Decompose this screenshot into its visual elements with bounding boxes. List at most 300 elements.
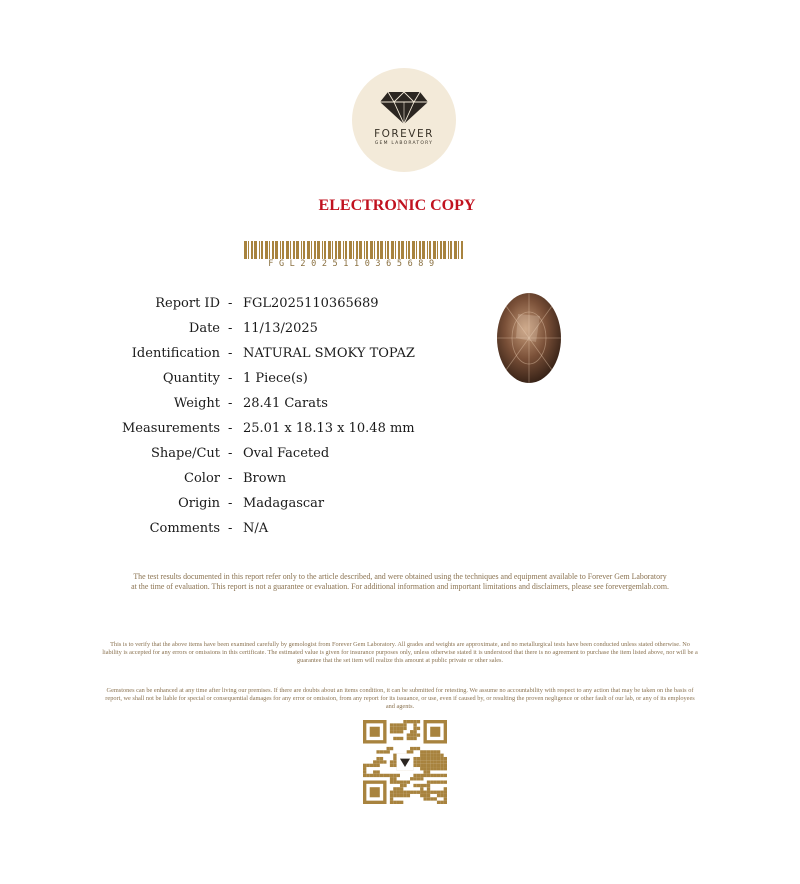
- qr-module: [413, 774, 416, 777]
- qr-module: [423, 794, 426, 797]
- smoky-topaz-gem-image: [496, 292, 562, 384]
- qr-module: [383, 750, 386, 753]
- qr-module: [400, 787, 403, 790]
- detail-value: Brown: [243, 471, 287, 486]
- qr-module: [427, 794, 430, 797]
- qr-module: [437, 754, 440, 757]
- qr-module: [437, 760, 440, 763]
- qr-module: [403, 723, 406, 726]
- detail-value: 11/13/2025: [243, 321, 318, 336]
- barcode-bar: [311, 241, 312, 259]
- qr-module: [373, 774, 376, 777]
- qr-module: [410, 750, 413, 753]
- barcode-bar: [422, 241, 425, 259]
- qr-module: [393, 723, 396, 726]
- detail-row: [0, 496, 600, 516]
- detail-value: Oval Faceted: [243, 446, 330, 461]
- detail-value: NATURAL SMOKY TOPAZ: [243, 346, 415, 361]
- qr-module: [376, 774, 379, 777]
- qr-module: [444, 757, 447, 760]
- detail-separator: -: [228, 521, 233, 536]
- qr-module: [423, 757, 426, 760]
- barcode-bar: [356, 241, 358, 259]
- barcode-bar: [398, 241, 400, 259]
- qr-module: [444, 794, 447, 797]
- qr-module: [430, 750, 433, 753]
- qr-module: [393, 737, 396, 740]
- qr-module: [423, 764, 426, 767]
- detail-separator: -: [228, 321, 233, 336]
- qr-module: [440, 767, 443, 770]
- qr-module: [444, 797, 447, 800]
- detail-separator: -: [228, 346, 233, 361]
- qr-module: [413, 733, 416, 736]
- qr-module: [366, 764, 369, 767]
- detail-separator: -: [228, 421, 233, 436]
- qr-module: [427, 791, 430, 794]
- qr-module: [407, 791, 410, 794]
- qr-module: [427, 774, 430, 777]
- barcode-bar: [374, 241, 375, 259]
- qr-module: [430, 767, 433, 770]
- barcode-bar: [254, 241, 257, 259]
- qr-module: [440, 780, 443, 783]
- qr-module: [420, 764, 423, 767]
- qr-module: [427, 784, 430, 787]
- detail-separator: -: [228, 371, 233, 386]
- qr-module: [417, 774, 420, 777]
- qr-module: [423, 797, 426, 800]
- barcode-bar: [406, 241, 407, 259]
- qr-module: [400, 784, 403, 787]
- qr-module: [393, 801, 396, 804]
- barcode-bar: [259, 241, 260, 259]
- qr-module: [380, 750, 383, 753]
- qr-finder: [370, 787, 380, 797]
- qr-module: [420, 794, 423, 797]
- qr-module: [420, 767, 423, 770]
- qr-module: [407, 737, 410, 740]
- barcode-bar: [324, 241, 326, 259]
- qr-module: [390, 730, 393, 733]
- qr-module: [403, 794, 406, 797]
- qr-module: [430, 764, 433, 767]
- qr-module: [390, 760, 393, 763]
- qr-module: [387, 750, 390, 753]
- qr-module: [383, 774, 386, 777]
- barcode-bar: [332, 241, 333, 259]
- qr-module: [393, 757, 396, 760]
- qr-module: [363, 770, 366, 773]
- detail-label: Quantity: [162, 371, 220, 386]
- qr-module: [417, 747, 420, 750]
- barcode-bar: [450, 241, 452, 259]
- qr-module: [423, 774, 426, 777]
- qr-module: [434, 754, 437, 757]
- barcode-bar: [391, 241, 394, 259]
- detail-label: Color: [184, 471, 220, 486]
- barcode-bar: [314, 241, 316, 259]
- barcode-bar: [385, 241, 386, 259]
- barcode-bar: [401, 241, 404, 259]
- qr-module: [376, 764, 379, 767]
- detail-value: FGL2025110365689: [243, 296, 379, 311]
- barcode-bar: [269, 241, 270, 259]
- detail-label: Comments: [149, 521, 220, 536]
- qr-module: [440, 791, 443, 794]
- barcode-bar: [461, 241, 463, 259]
- barcode-bar: [380, 241, 383, 259]
- barcode-bar: [443, 241, 446, 259]
- qr-module: [430, 760, 433, 763]
- detail-label: Shape/Cut: [151, 446, 220, 461]
- qr-module: [363, 767, 366, 770]
- barcode-bar: [437, 241, 438, 259]
- barcode-bar: [454, 241, 457, 259]
- qr-module: [393, 760, 396, 763]
- qr-module: [390, 727, 393, 730]
- qr-module: [413, 737, 416, 740]
- qr-module: [444, 774, 447, 777]
- qr-module: [393, 754, 396, 757]
- qr-module: [413, 757, 416, 760]
- qr-module: [413, 784, 416, 787]
- qr-module: [410, 730, 413, 733]
- qr-module: [440, 754, 443, 757]
- qr-module: [413, 720, 416, 723]
- qr-module: [390, 747, 393, 750]
- qr-module: [373, 760, 376, 763]
- barcode-text: FGL2025110365689: [268, 259, 440, 269]
- qr-finder: [370, 727, 380, 737]
- diamond-icon: [378, 90, 430, 126]
- qr-module: [420, 777, 423, 780]
- barcode-bar: [343, 241, 344, 259]
- qr-module: [440, 760, 443, 763]
- barcode-bar: [301, 241, 302, 259]
- qr-module: [417, 791, 420, 794]
- detail-separator: -: [228, 446, 233, 461]
- qr-module: [420, 774, 423, 777]
- qr-module: [407, 780, 410, 783]
- qr-module: [417, 720, 420, 723]
- qr-module: [420, 760, 423, 763]
- qr-module: [370, 764, 373, 767]
- qr-module: [393, 727, 396, 730]
- qr-module: [434, 797, 437, 800]
- qr-module: [403, 780, 406, 783]
- qr-module: [427, 787, 430, 790]
- qr-module: [400, 723, 403, 726]
- detail-value: 1 Piece(s): [243, 371, 308, 386]
- qr-module: [400, 780, 403, 783]
- qr-module: [393, 791, 396, 794]
- qr-module: [403, 727, 406, 730]
- qr-module: [423, 784, 426, 787]
- qr-module: [427, 797, 430, 800]
- qr-module: [444, 780, 447, 783]
- detail-separator: -: [228, 471, 233, 486]
- barcode-bar: [293, 241, 295, 259]
- verification-note: This is to verify that the above items have been examined carefully by gemologist from Forever Gem Laboratory. All grades and weights are approximate, and no metallurgical tests have been conducted unless stated otherwise. No liability is accepted for any errors or omissions in this certificate. The estimated value is given for insurance purposes only, unless otherwise stated it is understood that there is no agreement to purchase the item listed above, nor will be a guarantee that the set item will realize this amount at public private or other sales.: [102, 641, 698, 664]
- qr-module: [413, 727, 416, 730]
- qr-module: [397, 723, 400, 726]
- qr-module: [423, 750, 426, 753]
- barcode-bar: [307, 241, 310, 259]
- barcode-bar: [370, 241, 373, 259]
- qr-module: [427, 760, 430, 763]
- qr-module: [437, 764, 440, 767]
- qr-module: [390, 774, 393, 777]
- barcode-bar: [335, 241, 337, 259]
- qr-module: [420, 784, 423, 787]
- qr-module: [363, 764, 366, 767]
- qr-module: [370, 774, 373, 777]
- barcode-bar: [296, 241, 299, 259]
- qr-module: [410, 747, 413, 750]
- barcode-bar: [265, 241, 268, 259]
- qr-module: [434, 780, 437, 783]
- qr-module: [430, 757, 433, 760]
- qr-module: [417, 777, 420, 780]
- barcode-bar: [408, 241, 410, 259]
- qr-module: [413, 730, 416, 733]
- barcode-bar: [280, 241, 281, 259]
- barcode-bar: [440, 241, 442, 259]
- detail-label: Origin: [178, 496, 220, 511]
- detail-row: [0, 421, 600, 441]
- qr-module: [444, 760, 447, 763]
- qr-module: [407, 750, 410, 753]
- qr-module: [427, 750, 430, 753]
- qr-module: [393, 794, 396, 797]
- barcode-bar: [303, 241, 305, 259]
- qr-module: [437, 757, 440, 760]
- qr-module: [397, 774, 400, 777]
- qr-module: [413, 777, 416, 780]
- barcode-bar: [429, 241, 431, 259]
- qr-module: [417, 784, 420, 787]
- qr-module: [434, 757, 437, 760]
- qr-module: [440, 757, 443, 760]
- qr-module: [413, 747, 416, 750]
- qr-module: [403, 784, 406, 787]
- barcode-bar: [338, 241, 341, 259]
- qr-module: [410, 737, 413, 740]
- qr-module: [383, 760, 386, 763]
- barcode-bar: [387, 241, 389, 259]
- qr-module: [444, 767, 447, 770]
- qr-module: [434, 764, 437, 767]
- qr-module: [400, 801, 403, 804]
- qr-module: [380, 774, 383, 777]
- qr-module: [397, 737, 400, 740]
- barcode-bar: [359, 241, 362, 259]
- detail-separator: -: [228, 496, 233, 511]
- barcode-bar: [282, 241, 284, 259]
- barcode-bar: [261, 241, 263, 259]
- qr-module: [420, 754, 423, 757]
- enhancement-note: Gemstones can be enhanced at any time after living our premises. If there are doubts about an items condition, it can be submitted for retesting. We assume no accountability with respect to any action that may be taken on the basis of report, we shall not be liable for special or consequential damages for any error or omission, from any report for its issuance, or use, even if caused by, or resulting the proven negligence or other fault of our lab, or any of its employees and agents.: [105, 687, 695, 710]
- detail-label: Report ID: [155, 296, 220, 311]
- qr-module: [417, 760, 420, 763]
- qr-module: [393, 774, 396, 777]
- qr-module: [387, 774, 390, 777]
- qr-module: [393, 730, 396, 733]
- qr-module: [423, 791, 426, 794]
- qr-module: [417, 727, 420, 730]
- barcode-bar: [251, 241, 253, 259]
- barcode-bar: [364, 241, 365, 259]
- qr-module: [437, 774, 440, 777]
- lab-logo: [352, 68, 456, 172]
- qr-module: [417, 764, 420, 767]
- barcode-bar: [275, 241, 278, 259]
- qr-module: [420, 791, 423, 794]
- qr-module: [400, 730, 403, 733]
- qr-code-icon[interactable]: [363, 720, 447, 804]
- qr-module: [410, 720, 413, 723]
- qr-module: [400, 727, 403, 730]
- qr-module: [366, 774, 369, 777]
- document-heading: ELECTRONIC COPY: [318, 197, 476, 214]
- qr-module: [390, 780, 393, 783]
- qr-module: [427, 780, 430, 783]
- qr-module: [393, 764, 396, 767]
- detail-row: [0, 521, 600, 541]
- barcode-bar: [290, 241, 291, 259]
- barcode-bar: [248, 241, 249, 259]
- detail-value: Madagascar: [243, 496, 325, 511]
- qr-module: [444, 787, 447, 790]
- qr-module: [390, 764, 393, 767]
- qr-module: [373, 770, 376, 773]
- logo-subtitle: GEM LABORATORY: [374, 141, 434, 146]
- barcode-bar: [317, 241, 320, 259]
- barcode-bar: [244, 241, 247, 259]
- test-results-note: The test results documented in this report refer only to the article described, and were obtained using the techniques and equipment available to Forever Gem Laboratory at the time of evaluation. This report is not a guarantee or evaluation. For additional information and important limitations and disclaimers, please see forevergemlab.com.: [131, 572, 669, 591]
- qr-module: [417, 757, 420, 760]
- qr-module: [403, 720, 406, 723]
- barcode-bar: [427, 241, 428, 259]
- detail-value: 28.41 Carats: [243, 396, 328, 411]
- qr-module: [397, 787, 400, 790]
- qr-module: [413, 791, 416, 794]
- qr-module: [440, 794, 443, 797]
- barcode-bar: [377, 241, 379, 259]
- detail-value: 25.01 x 18.13 x 10.48 mm: [243, 421, 415, 436]
- qr-module: [400, 791, 403, 794]
- barcode-bar: [416, 241, 417, 259]
- qr-module: [423, 767, 426, 770]
- barcode-bar: [272, 241, 274, 259]
- barcode-bar: [419, 241, 421, 259]
- barcode-bar: [366, 241, 368, 259]
- barcode-bar: [322, 241, 323, 259]
- qr-module: [444, 801, 447, 804]
- qr-module: [434, 760, 437, 763]
- qr-module: [390, 801, 393, 804]
- qr-module: [430, 780, 433, 783]
- qr-module: [397, 730, 400, 733]
- barcode-bar: [458, 241, 459, 259]
- qr-module: [434, 767, 437, 770]
- qr-module: [410, 777, 413, 780]
- qr-module: [413, 760, 416, 763]
- qr-module: [380, 757, 383, 760]
- qr-module: [423, 770, 426, 773]
- qr-module: [427, 757, 430, 760]
- qr-module: [410, 733, 413, 736]
- detail-label: Weight: [173, 396, 220, 411]
- barcode-bar: [433, 241, 436, 259]
- qr-module: [403, 791, 406, 794]
- qr-module: [407, 720, 410, 723]
- qr-module: [376, 770, 379, 773]
- qr-module: [420, 787, 423, 790]
- logo-name: FOREVER: [374, 128, 434, 140]
- detail-row: [0, 446, 600, 466]
- qr-module: [427, 754, 430, 757]
- barcode-bar: [286, 241, 289, 259]
- qr-module: [393, 787, 396, 790]
- qr-module: [420, 750, 423, 753]
- qr-module: [397, 794, 400, 797]
- qr-module: [387, 747, 390, 750]
- qr-module: [417, 733, 420, 736]
- detail-value: N/A: [243, 521, 269, 536]
- qr-module: [440, 774, 443, 777]
- qr-module: [397, 791, 400, 794]
- detail-label: Identification: [131, 346, 220, 361]
- qr-module: [427, 770, 430, 773]
- qr-module: [397, 780, 400, 783]
- qr-module: [413, 764, 416, 767]
- detail-row: [0, 396, 600, 416]
- detail-row: [0, 471, 600, 491]
- qr-module: [440, 801, 443, 804]
- qr-module: [397, 727, 400, 730]
- qr-module: [376, 750, 379, 753]
- qr-module: [434, 774, 437, 777]
- qr-module: [440, 764, 443, 767]
- qr-module: [437, 780, 440, 783]
- qr-module: [376, 760, 379, 763]
- qr-module: [427, 767, 430, 770]
- barcode: [244, 241, 464, 259]
- barcode-bar: [349, 241, 352, 259]
- qr-module: [437, 801, 440, 804]
- qr-module: [400, 794, 403, 797]
- qr-module: [390, 794, 393, 797]
- qr-module: [393, 777, 396, 780]
- barcode-bar: [345, 241, 347, 259]
- qr-module: [444, 791, 447, 794]
- qr-module: [397, 801, 400, 804]
- qr-module: [430, 797, 433, 800]
- qr-module: [437, 794, 440, 797]
- qr-module: [444, 764, 447, 767]
- detail-separator: -: [228, 296, 233, 311]
- qr-module: [390, 791, 393, 794]
- qr-module: [434, 750, 437, 753]
- qr-module: [390, 723, 393, 726]
- detail-label: Date: [188, 321, 220, 336]
- qr-module: [430, 754, 433, 757]
- qr-module: [427, 764, 430, 767]
- barcode-bar: [353, 241, 354, 259]
- qr-module: [413, 723, 416, 726]
